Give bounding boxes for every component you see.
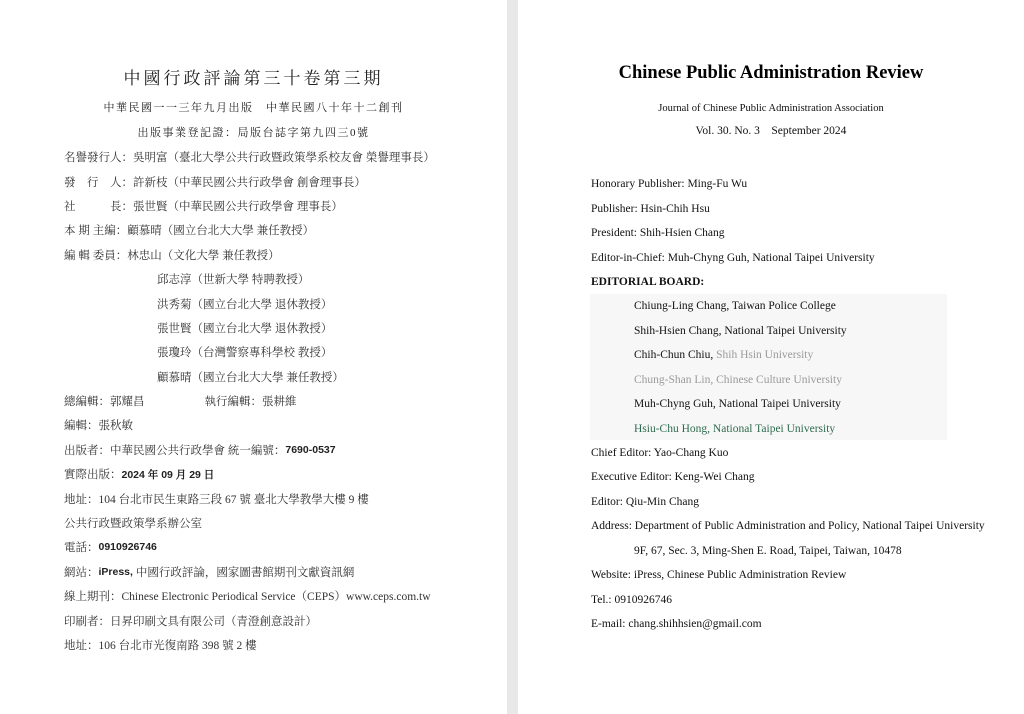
colophon-body-zh xyxy=(64,145,494,657)
editorial-board-heading: EDITORIAL BOARD: xyxy=(591,275,705,288)
colophon-body-en xyxy=(591,172,1016,636)
telephone-line-zh xyxy=(64,535,494,559)
committee-member: 洪秀菊（國立台北大學 退休教授） xyxy=(157,298,333,311)
website-rest-zh: 中國行政評論，國家圖書館期刊文獻資訊網 xyxy=(132,566,355,579)
editor-in-chief-line-en: Editor-in-Chief: Muh-Chyng Guh, National Taipei University xyxy=(591,251,875,264)
publisher-org-line-zh xyxy=(64,438,494,462)
board-member: Chiung-Ling Chang, Taiwan Police College xyxy=(634,300,836,313)
committee-member: 張瓊玲（台灣警察專科學校 教授） xyxy=(157,347,333,360)
online-journal-line-zh: 線上期刊：Chinese Electronic Periodical Service（CEPS）www.ceps.com.tw xyxy=(64,591,431,604)
website-label-zh: 網站： xyxy=(64,566,99,579)
publisher-org-label-zh: 出版者：中華民國公共行政學會 統一編號： xyxy=(64,444,286,457)
board-member-affiliation: Shih Hsin University xyxy=(713,349,814,362)
committee-member: 張世賢（國立台北大學 退休教授） xyxy=(157,322,333,335)
editorial-committee-line-zh: 編 輯 委員：林忠山（文化大學 兼任教授） xyxy=(64,249,280,262)
volume-issue-line: Vol. 30. No. 3 September 2024 xyxy=(695,125,847,137)
board-member: Hsiu-Chu Hong, National Taipei University xyxy=(634,422,836,435)
chinese-colophon-page xyxy=(0,0,507,714)
publisher-line-en: Publisher: Hsin-Chih Hsu xyxy=(591,202,710,215)
journal-title-zh: 中國行政評論第三十卷第三期 xyxy=(123,69,384,88)
board-member: Muh-Chyng Guh, National Taipei University xyxy=(634,398,841,411)
president-line-zh: 社 長：張世賢（中華民國公共行政學會 理事長） xyxy=(64,200,343,213)
general-editor-zh: 總編輯：郭耀昌 xyxy=(64,396,145,409)
editor-line-en: Editor: Qiu-Min Chang xyxy=(591,495,699,508)
board-member: Chung-Shan Lin, Chinese Culture University xyxy=(634,373,842,386)
executive-editor-zh: 執行編輯：張耕維 xyxy=(204,396,297,409)
honorary-publisher-line-zh: 名譽發行人：吳明富（臺北大學公共行政暨政策學系校友會 榮譽理事長） xyxy=(64,152,435,165)
president-line-en: President: Shih-Hsien Chang xyxy=(591,227,725,240)
registration-line-zh: 出版事業登記證：局版台誌字第九四三0號 xyxy=(137,127,370,139)
committee-member: 顧慕晴（國立台北大大學 兼任教授） xyxy=(157,371,344,384)
address-continuation-zh: 公共行政暨政策學系辦公室 xyxy=(64,518,202,531)
email-line-en: E-mail: chang.shihhsien@gmail.com xyxy=(591,618,762,631)
editor-line-zh: 編輯：張秋敏 xyxy=(64,420,133,433)
website-line-zh xyxy=(64,560,494,584)
printer-line-zh: 印刷者：日昇印刷文具有限公司（青澄創意設計） xyxy=(64,615,317,628)
website-line-en: Website: iPress, Chinese Public Administration Review xyxy=(591,569,847,582)
journal-title-en: Chinese Public Administration Review xyxy=(618,63,924,83)
committee-member: 邱志淳（世新大學 特聘教授） xyxy=(157,274,310,287)
journal-subtitle-en: Journal of Chinese Public Administration Association xyxy=(658,103,884,114)
telephone-number: 0910926746 xyxy=(98,541,157,554)
publisher-org-number: 7690-0537 xyxy=(285,443,336,456)
telephone-line-en: Tel.: 0910926746 xyxy=(591,593,672,606)
address-line-zh: 地址：104 台北市民生東路三段 67 號 臺北大學教學大樓 9 樓 xyxy=(64,493,369,506)
actual-publication-line-zh xyxy=(64,462,494,486)
editors-line-zh xyxy=(64,389,494,413)
board-member-name: Chih-Chun Chiu, xyxy=(634,349,714,362)
chief-editor-line-en: Chief Editor: Yao-Chang Kuo xyxy=(591,447,729,460)
publisher-line-zh: 發 行 人：許新枝（中華民國公共行政學會 創會理事長） xyxy=(64,176,366,189)
printer-address-line-zh: 地址：106 台北市光復南路 398 號 2 樓 xyxy=(64,640,257,652)
address-line2-en: 9F, 67, Sec. 3, Ming-Shen E. Road, Taipei, Taiwan, 10478 xyxy=(634,544,902,557)
issue-chief-editor-line-zh: 本 期 主編：顧慕晴（國立台北大大學 兼任教授） xyxy=(64,225,315,238)
publication-date-line-zh: 中華民國一一三年九月出版 中華民國八十年十二創刊 xyxy=(103,102,404,114)
address-line1-en: Address: Department of Public Administration and Policy, National Taipei University xyxy=(591,520,985,533)
actual-publication-label-zh: 實際出版： xyxy=(64,469,122,482)
telephone-label-zh: 電話： xyxy=(64,542,99,555)
board-member xyxy=(591,343,1016,367)
website-brand: iPress, xyxy=(98,565,133,578)
honorary-publisher-line-en: Honorary Publisher: Ming-Fu Wu xyxy=(591,178,748,191)
board-member: Shih-Hsien Chang, National Taipei University xyxy=(634,324,847,337)
executive-editor-line-en: Executive Editor: Keng-Wei Chang xyxy=(591,471,755,484)
page-divider xyxy=(507,0,518,714)
english-colophon-page xyxy=(518,0,1024,714)
actual-publication-date: 2024 年 09 月 29 日 xyxy=(121,468,215,481)
